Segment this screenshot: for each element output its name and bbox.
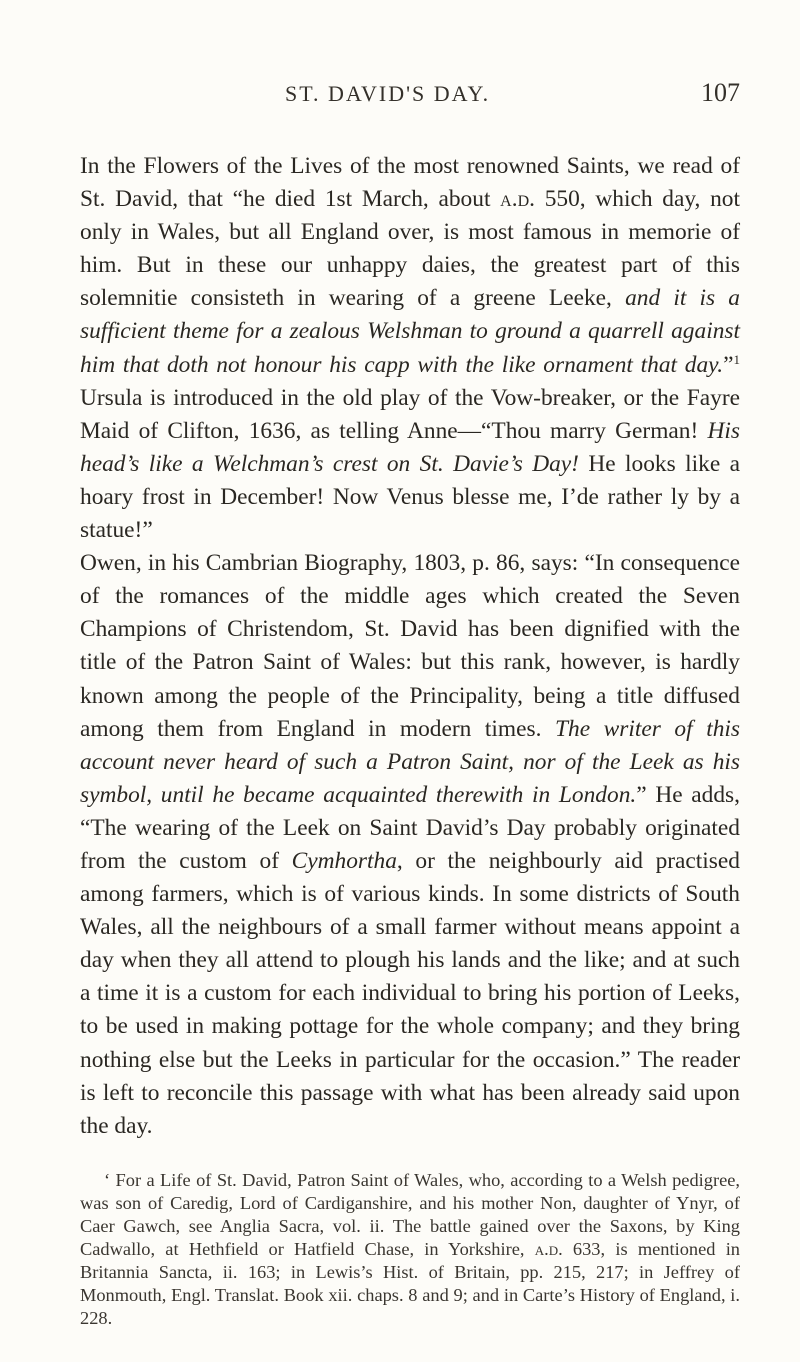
text-run: He looks like a hoary frost in December! Now Venus blesse me, I’de rather ly by a statue!” [80, 450, 740, 544]
text-run: In the Flowers of the Lives of the most renowned Saints, we read of St. David, that “he died 1st March, about [80, 153, 740, 213]
italic-quote: His head’s like a Welchman’s crest on St. Davie’s Day! [80, 417, 740, 477]
paragraph-1 [80, 150, 740, 547]
era-abbreviation: a.d. [534, 1238, 563, 1259]
book-page [80, 78, 740, 1330]
footnote-marker: ‘ [104, 1169, 111, 1190]
text-run: Ursula is introduced in the old play of the Vow-breaker, or the Fayre Maid of Clifton, 1636, as telling Anne—“Thou marry German! [80, 384, 740, 444]
page-header [80, 78, 740, 122]
text-run: For a Life of St. David, Patron Saint of Wales, who, according to a Welsh pedigree, was son of Caredig, Lord of Cardiganshire, and his mother Non, daughter of Ynyr, of Caer Gawch, see Anglia Sacra, vol. ii. The battle gained over the Saxons, by King Cadwallo, at Hethfield or Hatfield Chase, in Yorkshire, [80, 1169, 740, 1259]
footnote-reference[interactable]: 1 [733, 351, 740, 367]
paragraph-2 [80, 547, 740, 1143]
running-title: ST. DAVID'S DAY. [285, 81, 491, 106]
text-run: ” [723, 351, 734, 378]
italic-term: Cymhortha [291, 847, 397, 874]
text-run: 633, is mentioned in Britannia Sancta, ii. 163; in Lewis’s Hist. of Britain, pp. 215, 217; in Jeffrey of Monmouth, Engl. Translat. Book xii. chaps. 8 and 9; and in Carte’s History of England, i. 228. [80, 1238, 740, 1328]
body-text [80, 150, 740, 1143]
era-abbreviation: a.d. [500, 186, 535, 213]
italic-quote: and it is a sufficient theme for a zealous Welshman to ground a quarrell against him that doth not honour his capp with the like ornament that day. [80, 285, 740, 378]
text-run: ” He adds, “The wearing of the Leek on Saint David’s Day probably originated from the custom of [80, 781, 740, 874]
page-number: 107 [701, 78, 740, 107]
text-run: 550, which day, not only in Wales, but all England over, is most famous in memorie of him. But in these our unhappy daies, the greatest part of this solemnitie consisteth in wearing of a greene Leeke, [80, 186, 740, 312]
italic-quote: The writer of this account never heard of such a Patron Saint, nor of the Leek as his symbol, until he became acquainted therewith in London. [80, 715, 740, 808]
text-run: , or the neighbourly aid practised among farmers, which is of various kinds. In some districts of South Wales, all the neighbours of a small farmer without means appoint a day when they all attend to plough his lands and the like; and at such a time it is a custom for each individual to bring his portion of Leeks, to be used in making pottage for the whole company; and they bring nothing else but the Leeks in particular for the occasion.” The reader is left to reconcile this passage with what has been already said upon the day. [80, 847, 740, 1139]
footnote [80, 1169, 740, 1330]
text-run: Owen, in his Cambrian Biography, 1803, p. 86, says: “In consequence of the romances of the middle ages which created the Seven Champions of Christendom, St. David has been dignified with the title of the Patron Saint of Wales: but this rank, however, is hardly known among the people of the Principality, being a title diffused among them from England in modern times. [80, 550, 740, 742]
